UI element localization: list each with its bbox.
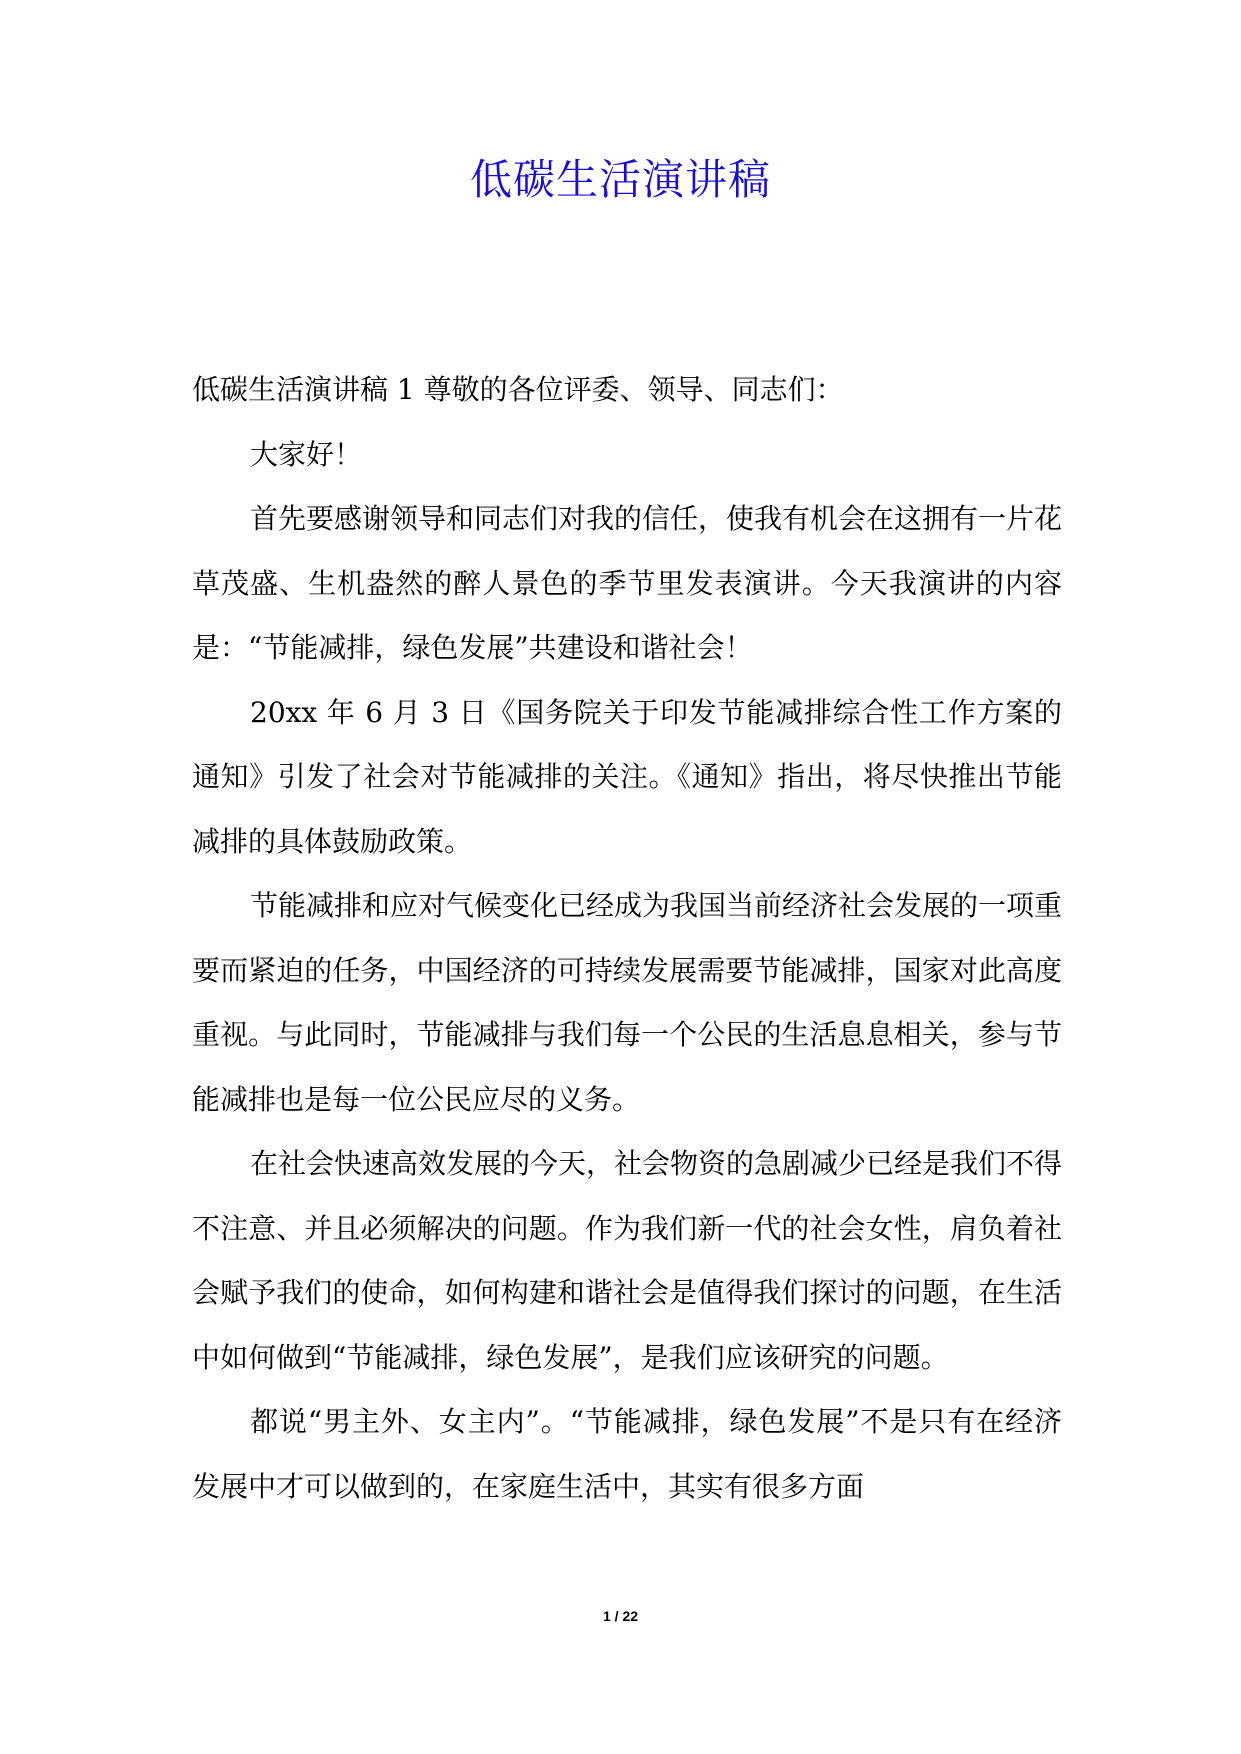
document-body [192,358,1062,1519]
page-number: 1 / 22 [602,1608,639,1624]
paragraph-salutation: 低碳生活演讲稿 1 尊敬的各位评委、领导、同志们： [192,373,844,406]
paragraph-family: 都说“男主外、女主内”。“节能减排，绿色发展”不是只有在经济发展中才可以做到的，在家庭生活中，其实有很多方面 [192,1405,1062,1503]
paragraph-greeting: 大家好！ [250,437,363,471]
paragraph-energy-saving: 节能减排和应对气候变化已经成为我国当前经济社会发展的一项重要而紧迫的任务，中国经济的可持续发展需要节能减排，国家对此高度重视。与此同时，节能减排与我们每一个公民的生活息息相关，参与节能减排也是每一位公民应尽的义务。 [192,889,1063,1116]
document-title: 低碳生活演讲稿 [469,155,771,204]
paragraph-notice: 20xx 年 6 月 3 日《国务院关于印发节能减排综合性工作方案的通知》引发了社会对节能减排的关注。《通知》指出，将尽快推出节能减排的具体鼓励政策。 [192,695,1062,858]
paragraph-society: 在社会快速高效发展的今天，社会物资的急剧减少已经是我们不得不注意、并且必须解决的问题。作为我们新一代的社会女性，肩负着社会赋予我们的使命，如何构建和谐社会是值得我们探讨的问题，在生活中如何做到“节能减排，绿色发展”，是我们应该研究的问题。 [192,1147,1063,1374]
paragraph-thanks: 首先要感谢领导和同志们对我的信任，使我有机会在这拥有一片花草茂盛、生机盎然的醉人景色的季节里发表演讲。今天我演讲的内容是：“节能减排，绿色发展”共建设和谐社会！ [192,502,1063,664]
